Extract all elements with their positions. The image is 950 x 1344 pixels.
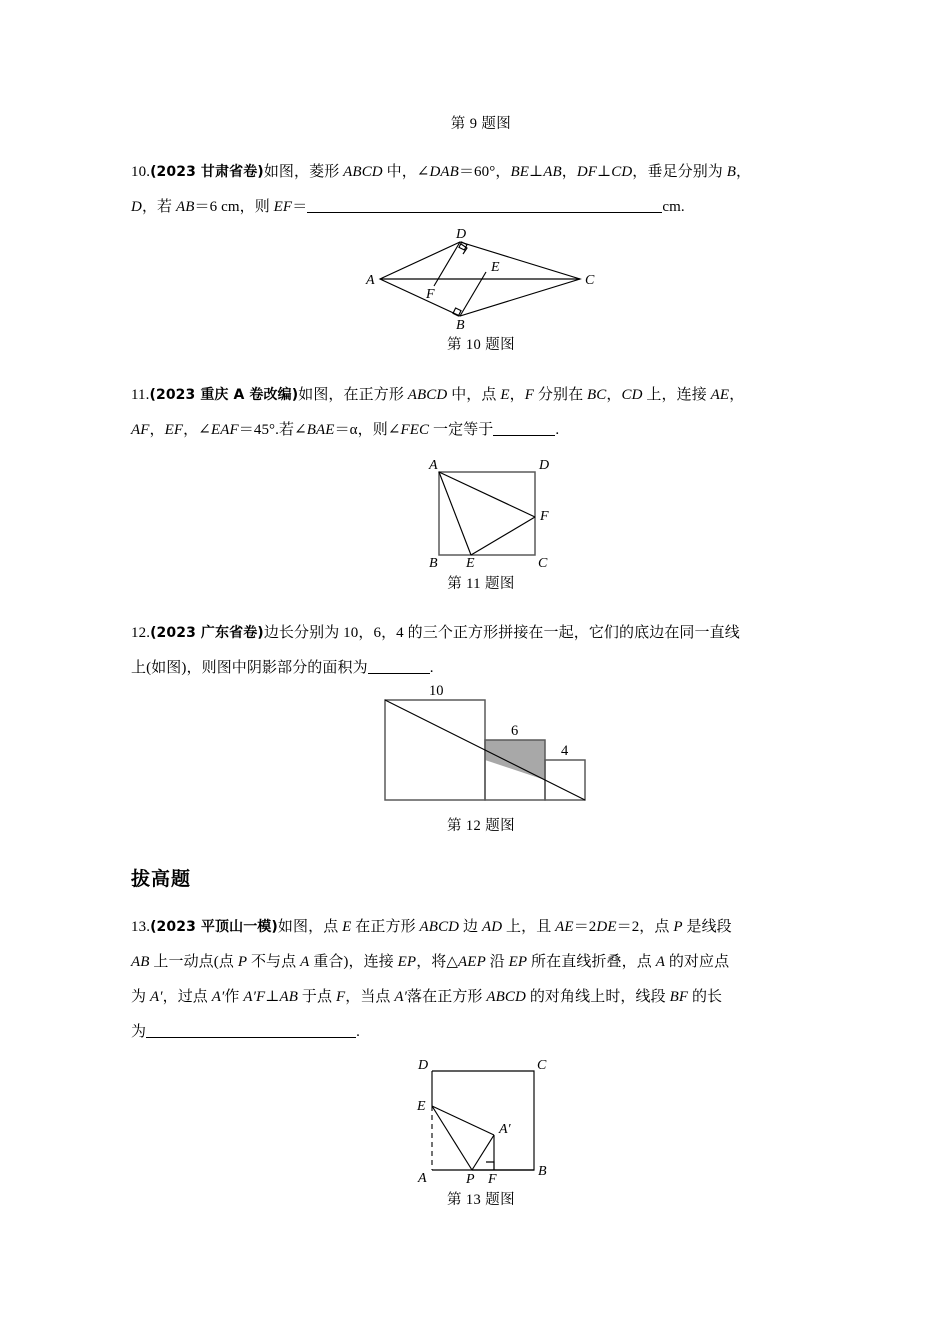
- q11-l1i3: F: [524, 386, 535, 403]
- answer-blank-12[interactable]: [368, 659, 430, 674]
- q13-l3i4: AB: [279, 989, 299, 1006]
- q13-l1b: 在正方形: [351, 919, 420, 936]
- label-f: F: [488, 1172, 497, 1188]
- square-4: [545, 760, 585, 800]
- q13-l3e: 于点: [298, 989, 336, 1006]
- q11-l1d: 分别在: [534, 386, 588, 403]
- q13-l3b: ，过点: [162, 989, 212, 1006]
- q13-l1g: 是线段: [682, 919, 732, 936]
- q13-l3i2: A′: [211, 989, 225, 1006]
- q13-l3c: 作: [224, 989, 244, 1006]
- q10-l1i2: DAB: [429, 164, 459, 181]
- q13-l2i5: AEP: [458, 954, 486, 971]
- q13-l1i6: P: [673, 919, 683, 936]
- figure-10: [131, 227, 831, 334]
- q13-l1i5: DE: [596, 919, 617, 936]
- q11-l2i2: EF: [164, 421, 184, 438]
- q10-l1a: 如图，菱形: [263, 164, 344, 181]
- q11-l1f: 上，连接: [642, 386, 711, 403]
- answer-blank-13[interactable]: [146, 1023, 356, 1038]
- label-b: B: [456, 318, 465, 334]
- q13-l3g: 落在正方形: [407, 989, 487, 1006]
- q10-l1i1: ABCD: [343, 164, 383, 181]
- q13-l2e: 沿: [485, 954, 509, 971]
- q11-l1e: ，: [606, 386, 622, 403]
- q11-l2c: ＝45°.若∠: [238, 421, 307, 438]
- question-13-number: 13.: [131, 919, 151, 936]
- q10-l1d: ⊥: [528, 164, 544, 181]
- q13-l1i3: AD: [481, 919, 503, 936]
- q11-l1a: 如图，在正方形: [298, 386, 408, 403]
- q10-l2b: ＝6 cm，则: [194, 199, 274, 216]
- q13-l2a: 上一动点(点: [149, 954, 238, 971]
- question-10-text: [131, 155, 831, 225]
- q11-l2e: 一定等于: [429, 421, 494, 438]
- q10-l1g: ，垂足分别为: [632, 164, 727, 181]
- page-content: [131, 0, 831, 1210]
- q11-l1b: 中，点: [447, 386, 501, 403]
- q10-unit: cm.: [662, 199, 685, 216]
- question-11-text: [131, 378, 831, 448]
- q13-l3d: ⊥: [265, 989, 280, 1006]
- figure-caption-9: 第 9 题图: [450, 116, 512, 132]
- q11-l2i5: FEC: [400, 421, 430, 438]
- label-e: E: [491, 260, 500, 276]
- q11-l1i4: BC: [587, 386, 607, 403]
- figure-11: [131, 458, 831, 570]
- q13-l3a: 为: [131, 989, 150, 1006]
- q13-l2i6: EP: [508, 954, 528, 971]
- q13-l3i1: A′: [149, 989, 163, 1006]
- label-b: B: [538, 1164, 547, 1180]
- q11-l2i4: BAE: [306, 421, 335, 438]
- q13-l1f: ＝2，点: [616, 919, 674, 936]
- q10-l1h: ，: [736, 164, 752, 181]
- q13-l3i: 的长: [688, 989, 723, 1006]
- q12-l1: 边长分别为 10，6，4 的三个正方形拼接在一起，它们的底边在同一直线: [263, 624, 740, 641]
- q11-l2d: ＝α，则∠: [334, 421, 401, 438]
- label-c: C: [537, 1058, 547, 1074]
- question-13-text: [131, 910, 831, 1050]
- q13-l1d: 上，且: [502, 919, 556, 936]
- label-a: A: [429, 457, 438, 473]
- question-13-source: (2023 平顶山一模): [150, 919, 278, 936]
- q13-l2i1: AB: [131, 954, 150, 971]
- q13-l1a: 如图，点: [277, 919, 343, 936]
- label-10: 10: [429, 682, 444, 699]
- q12-l2b: .: [429, 659, 434, 676]
- figure-caption-10: 第 10 题图: [446, 337, 516, 354]
- question-12-source: (2023 广东省卷): [150, 624, 264, 641]
- label-b: B: [429, 555, 438, 571]
- q10-l2i2: AB: [176, 199, 195, 216]
- q11-l2a: ，: [149, 421, 165, 438]
- q13-l3i7: ABCD: [486, 989, 526, 1006]
- q11-l1c: ，: [509, 386, 525, 403]
- q10-l1i5: DF: [576, 164, 598, 181]
- question-11-source: (2023 重庆 A 卷改编): [149, 386, 299, 403]
- q13-l1i4: AE: [555, 919, 574, 936]
- q11-l1i1: ABCD: [407, 386, 448, 403]
- label-a-prime: A′: [499, 1122, 511, 1138]
- q13-l3h: 的对角线上时，线段: [525, 989, 670, 1006]
- label-d: D: [418, 1058, 429, 1074]
- label-e: E: [466, 555, 475, 571]
- figure-12: [131, 682, 831, 811]
- label-c: C: [585, 273, 595, 289]
- q10-l1i3: BE: [510, 164, 529, 181]
- q13-l3i6: A′: [394, 989, 408, 1006]
- shaded-region: [485, 740, 545, 780]
- q13-l4b: .: [356, 1024, 360, 1041]
- q13-l2d: ，将△: [416, 954, 459, 971]
- segment-ef: [471, 517, 535, 555]
- q13-l2b: 不与点: [247, 954, 301, 971]
- square-fold-diagram: [396, 1058, 566, 1186]
- label-f: F: [426, 287, 435, 303]
- q10-l2c: ＝: [292, 199, 308, 216]
- q13-l4a: 为: [131, 1024, 147, 1041]
- answer-blank-11[interactable]: [493, 421, 555, 436]
- q11-l2f: .: [555, 421, 560, 438]
- stacked-squares-diagram: [371, 682, 591, 811]
- label-e: E: [417, 1099, 426, 1115]
- figure-caption-11: 第 11 题图: [447, 575, 515, 592]
- q13-l1i1: E: [342, 919, 352, 936]
- q13-l2f: 所在直线折叠，点: [527, 954, 656, 971]
- q13-l1e: ＝2: [573, 919, 597, 936]
- q10-l1i4: AB: [543, 164, 562, 181]
- q13-l3i3: A′F: [243, 989, 266, 1006]
- right-angle-mark-f: [486, 1162, 494, 1170]
- q13-l3i5: F: [335, 989, 346, 1006]
- label-d: D: [456, 227, 467, 243]
- q13-l2i7: A: [655, 954, 665, 971]
- q10-l2a: ，若: [141, 199, 176, 216]
- question-11-number: 11.: [131, 386, 150, 403]
- q10-l1f: ⊥: [597, 164, 612, 181]
- segment-a-prime-p: [472, 1135, 494, 1170]
- q11-l1i6: AE: [710, 386, 730, 403]
- label-4: 4: [561, 742, 569, 759]
- right-angle-box-b: [453, 308, 461, 316]
- question-10-source: (2023 甘肃省卷): [150, 164, 264, 181]
- q12-l2a: 上(如图)，则图中阴影部分的面积为: [131, 659, 368, 676]
- q10-l1i6: CD: [611, 164, 633, 181]
- answer-blank-10[interactable]: [307, 198, 662, 213]
- q13-l2i4: EP: [397, 954, 417, 971]
- q10-l2i1: D: [131, 199, 142, 216]
- figure-13: [131, 1058, 831, 1186]
- section-heading-advanced: 拔高题: [131, 868, 192, 891]
- label-p: P: [466, 1172, 475, 1188]
- square-outline: [439, 472, 535, 555]
- q10-l1b: 中，∠: [382, 164, 430, 181]
- label-6: 6: [511, 722, 519, 739]
- q13-l1c: 边: [459, 919, 482, 936]
- figure-caption-12: 第 12 题图: [446, 817, 516, 834]
- q10-l2i3: EF: [273, 199, 293, 216]
- q11-l1i5: CD: [621, 386, 643, 403]
- q13-l1i2: ABCD: [419, 919, 460, 936]
- square-outline-solid: [432, 1071, 534, 1170]
- label-a: A: [366, 273, 375, 289]
- q13-l2i2: P: [237, 954, 248, 971]
- label-d: D: [539, 457, 550, 473]
- square-10: [385, 700, 485, 800]
- q10-l1c: ＝60°，: [458, 164, 511, 181]
- figure-caption-13: 第 13 题图: [446, 1192, 516, 1209]
- square-diagram-11: [401, 458, 561, 570]
- question-12-number: 12.: [131, 624, 151, 641]
- q13-l2g: 的对应点: [664, 954, 730, 971]
- label-c: C: [538, 555, 548, 571]
- q11-l1g: ，: [729, 386, 745, 403]
- q11-l2b: ，∠: [183, 421, 211, 438]
- q11-l2i3: EAF: [210, 421, 239, 438]
- q10-l1i7: B: [726, 164, 737, 181]
- q13-l3f: ，当点: [345, 989, 395, 1006]
- q10-l1e: ，: [561, 164, 577, 181]
- rhombus-diagram: [366, 227, 596, 334]
- q11-l2i1: AF: [131, 421, 150, 438]
- question-10-number: 10.: [131, 164, 151, 181]
- question-12-text: [131, 616, 831, 686]
- q13-l2c: 重合)，连接: [309, 954, 398, 971]
- label-a: A: [418, 1171, 427, 1187]
- q13-l2i3: A: [300, 954, 310, 971]
- q11-l1i2: E: [500, 386, 510, 403]
- label-f: F: [540, 508, 549, 524]
- q13-l3i8: BF: [669, 989, 689, 1006]
